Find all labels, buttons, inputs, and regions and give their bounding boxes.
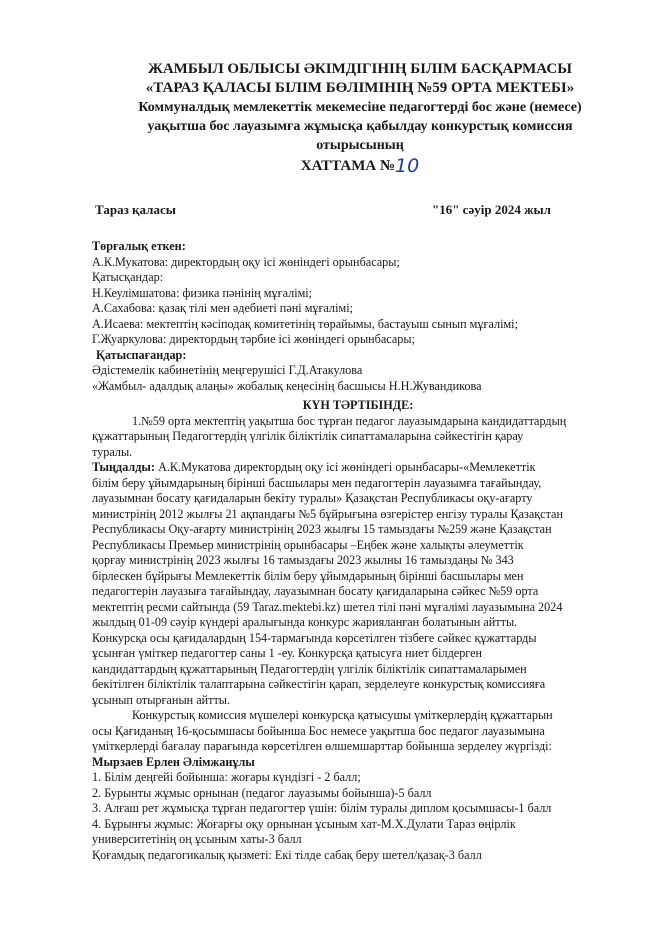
heard-line: жылдың 01-09 сәуір күндері аралығында конкурс жарияланған болатынын айтты.: [92, 615, 518, 629]
candidate-section: [92, 755, 624, 864]
heard-line: қорғау министрінің 2023 жылғы 16 тамыздағы 2023 жылны 16 тамыздаңы № 343: [92, 553, 514, 567]
candidate-name: Мырзаев Ерлен Әлімжанұлы: [92, 754, 255, 769]
commission-line: осы Қағиданың 16-қосымшасы бойынша Бос немесе уақытша бос педагог лауазымына: [92, 723, 545, 738]
heard-line: лауазымнан босату қағидаларын бекіту туралы» Қазақстан Республикасы оқу-ағарту: [92, 491, 533, 505]
heard-line: Республикасы Оқу-ағарту министрінің 2023 жылғы 15 тамыздағы №259 және Қазақстан: [92, 522, 552, 536]
date: "16" сәуір 2024 жыл: [432, 202, 551, 217]
absent-item: «Жамбыл- адалдық алаңы» жобалық кеңесінің басшысы Н.Н.Жувандикова: [92, 378, 482, 393]
heard-line: министрінің 2012 жылғы 21 ақпандағы №5 бұйрығына өзгерістер енгізу туралы Қазақстан: [92, 506, 563, 521]
criterion-line: 2. Бурынты жұмыс орнынан (педагог лауазымы бойынша)-5 балл: [92, 785, 432, 800]
absent-heading: Қатыспағандар:: [96, 347, 187, 362]
participant-item: А.Исаева: мектептің кәсіподақ комитетінің төрайымы, бастауыш сынып мұғалімі;: [92, 316, 518, 331]
heard-section: [92, 460, 624, 708]
heard-line: ұсынып отырғанын айтты.: [92, 692, 231, 707]
protocol-number-handwritten: 10: [395, 155, 420, 177]
agenda-title: КҮН ТӘРТІБІНДЕ:: [302, 398, 414, 412]
heard-line: А.К.Мукатова директордың оқу ісі жөніндегі орынбасары-«Мемлекеттік: [155, 460, 536, 474]
heard-line: кандидаттардың құжаттарының Педагогтердің үлгілік біліктілік сипаттамаларымен: [92, 661, 527, 676]
heard-line: білім беру ұйымдарының бірінші басшылары мен педагогтерін лауазымға тағайындау,: [92, 475, 542, 490]
criterion-line: университетінің оң ұсыным хаты-3 балл: [92, 832, 302, 846]
agenda-line: 1.№59 орта мектептің уақытша бос тұрған педагог лауазымдарына кандидаттардың: [132, 413, 567, 428]
agenda-line: туралы.: [92, 444, 133, 459]
heard-line: педагогтерін лауазыға тағайындау, лауазымнан босату қағидаларына сәйкес №59 орта: [92, 584, 539, 598]
document-body: [92, 239, 624, 863]
protocol-label: ХАТТАМА №: [300, 158, 396, 174]
participant-item: А.Сахабова: қазақ тілі мен әдебиеті пәні мұғалімі;: [92, 301, 353, 315]
heard-label: Тыңдалды:: [92, 460, 156, 474]
protocol-title: [80, 155, 640, 176]
agenda-line: құжаттарының Педагогтердің үлгілік біліктілік сипаттамаларына сәйкестігін қарау: [92, 429, 524, 443]
criterion-line: 1. Білім деңгейі бойынша: жоғары күндізгі - 2 балл;: [92, 770, 361, 784]
header-line-2: «ТАРАЗ ҚАЛАСЫ БІЛІМ БӨЛІМІНІҢ №59 ОРТА МЕКТЕБІ»: [145, 80, 575, 96]
chair-name: А.К.Мукатова: директордың оқу ісі жөніндегі орынбасары;: [92, 254, 400, 269]
criterion-line: Қоғамдық педагогикалық қызметі: Екі тілде сабақ беру шетел/қазақ-3 балл: [92, 847, 482, 862]
participants-heading: Қатысқандар:: [92, 270, 164, 284]
place: Тараз қаласы: [95, 202, 176, 217]
agenda-item-1: [92, 414, 624, 461]
participant-item: Н.Кеулімшатова: физика пәнінің мұғалімі;: [92, 285, 313, 300]
document-header: [80, 60, 640, 176]
header-line-1: ЖАМБЫЛ ОБЛЫСЫ ӘКІМДІГІНІҢ БІЛІМ БАСҚАРМАСЫ: [148, 61, 572, 77]
heard-line: бекітілген біліктілік талаптарына сәйкестігін қарап, зерделеуге конкурстық комиссияға: [92, 677, 546, 691]
criterion-line: 3. Алғаш рет жұмысқа тұрған педагогтер үшін: білім туралы диплом қосымшасы-1 балл: [92, 801, 552, 815]
header-line-3: Коммуналдық мемлекеттік мекемесіне педагогтерді бос және (немесе): [138, 100, 582, 115]
heard-line: мектептің ресми сайтында (59 Taraz.mektebi.kz) шетел тілі пәні мұғалімі лауазымына 2024: [92, 599, 563, 614]
header-line-5: отырысының: [316, 138, 404, 153]
commission-line: үміткерлерді бағалау парағында көрсетілген өлшемшарттар бойынша зерделеу жүргізді:: [92, 739, 552, 753]
commission-line: Конкурстық комиссия мүшелері конкурсқа қатысушы үміткерлердің құжаттарын: [132, 708, 553, 722]
criterion-line: 4. Бұрынғы жұмыс: Жоғарғы оқу орнынан ұсыным хат-М.Х.Дулати Тараз өңірлік: [92, 816, 516, 831]
commission-section: [92, 708, 624, 755]
heard-line: ұсынған үміткер педагогтер саны 1 -еу. Конкурсқа қатысуға ниет білдерген: [92, 646, 483, 660]
heard-line: Республикасы Премьер министрінің орынбасары –Еңбек және халықты әлеуметтік: [92, 537, 524, 552]
header-line-4: уақытша бос лауазымға жұмысқа қабылдау конкурстық комиссия: [147, 119, 573, 134]
heard-line: Конкурсқа осы қағидалардың 154-тармағында көрсетілген тізбеге сәйкес құжаттарды: [92, 630, 537, 645]
heard-line: бірлескен бұйрығы Мемлекеттік білім беру ұйымдарының бірінші басшылары мен: [92, 568, 524, 583]
absent-item: Әдістемелік кабинетінің меңгерушісі Г.Д.Атакулова: [92, 363, 363, 377]
chair-heading: Төрғалық еткен:: [92, 239, 186, 253]
participant-item: Г.Жуаркулова: директордың тәрбие ісі жөніндегі орынбасары;: [92, 332, 415, 346]
